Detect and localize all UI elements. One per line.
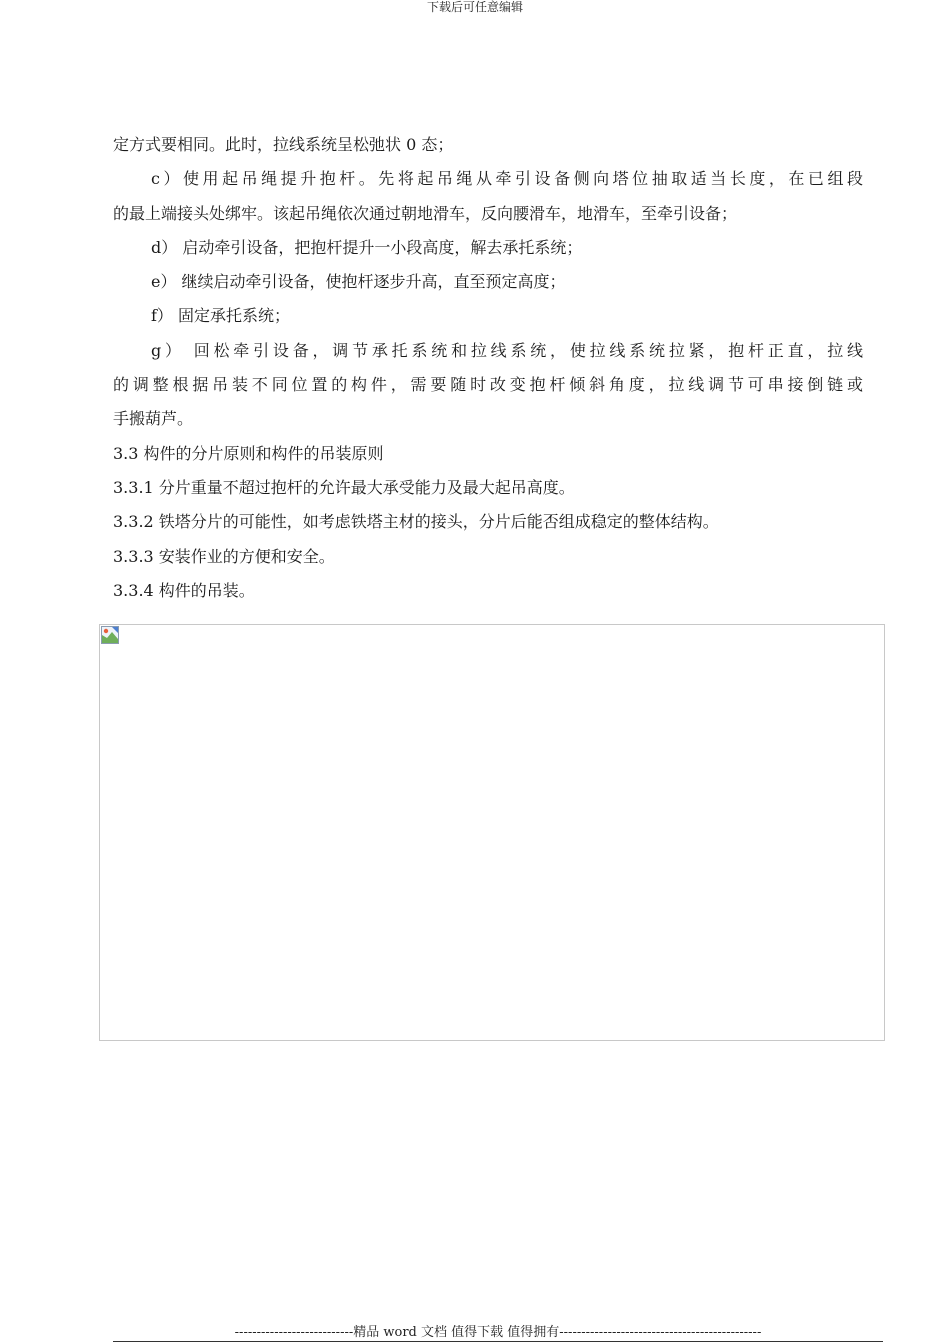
subsection-line: 3.3.2 铁塔分片的可能性，如考虑铁塔主材的接头，分片后能否组成稳定的整体结构。 — [113, 512, 719, 532]
paragraph-line: c）使用起吊绳提升抱杆。先将起吊绳从牵引设备侧向塔位抽取适当长度，在已组段 — [151, 169, 863, 189]
paragraph-line: f） 固定承托系统； — [151, 306, 291, 326]
paragraph-line: g） 回松牵引设备，调节承托系统和拉线系统，使拉线系统拉紧，抱杆正直，拉线 — [151, 340, 863, 360]
paragraph-line: d） 启动牵引设备，把抱杆提升一小段高度，解去承托系统； — [151, 237, 583, 257]
subsection-line: 3.3.4 构件的吊装。 — [113, 580, 255, 600]
page-header: 下载后可任意编辑 — [426, 0, 523, 14]
image-placeholder — [99, 624, 885, 1041]
paragraph-line: 定方式要相同。此时，拉线系统呈松弛状 0 态； — [113, 135, 454, 154]
paragraph-line: 的调整根据吊装不同位置的构件，需要随时改变抱杆倾斜角度，拉线调节可串接倒链或 — [113, 375, 863, 395]
paragraph-line: 的最上端接头处绑牢。该起吊绳依次通过朝地滑车，反向腰滑车，地滑车，至牵引设备； — [113, 203, 738, 223]
subsection-line: 3.3.1 分片重量不超过抱杆的允许最大承受能力及最大起吊高度。 — [113, 477, 575, 497]
page-footer: ---------------------------精品 word 文档 值得下载 值得拥有---------------------------------------------- — [234, 1325, 762, 1340]
paragraph-line: 手搬葫芦。 — [113, 409, 194, 429]
broken-image-icon — [101, 626, 119, 644]
footer-rule — [113, 1341, 883, 1342]
document-body — [113, 128, 863, 608]
subsection-line: 3.3.3 安装作业的方便和安全。 — [113, 546, 335, 566]
section-heading: 3.3 构件的分片原则和构件的吊装原则 — [113, 443, 384, 463]
paragraph-line: e） 继续启动牵引设备，使抱杆逐步升高，直至预定高度； — [151, 272, 566, 292]
